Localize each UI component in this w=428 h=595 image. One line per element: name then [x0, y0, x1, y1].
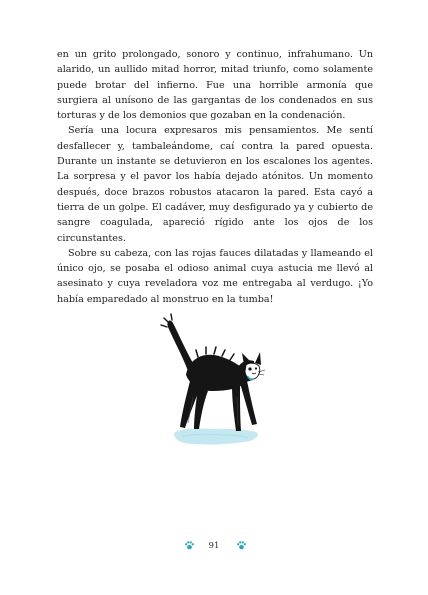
paw-print-icon: [236, 540, 247, 551]
body-text: [57, 47, 373, 307]
paragraph-1: en un grito prolongado, sonoro y continuo, infrahumano. Un alarido, un aullido mitad horror, mitad triunfo, como solamente puede brotar del infierno. Fue una horrible armonía que surgiera al unísono de las gargantas de los condenados en sus torturas y de los demonios que gozaban en la condenación.: [57, 49, 373, 122]
paw-print-icon: [184, 540, 195, 551]
paragraph-2: Sería una locura expresaros mis pensamientos. Me sentí desfallecer y, tambaleándome, caí contra la pared opuesta. Durante un instante se detuvieron en los escalones los agentes. La sorpresa y el pavor los había dejado atónitos. Un momento después, doce brazos robustos atacaron la pared. Esta cayó a tierra de un golpe. El cadáver, muy desfigurado ya y cubierto de sangre coagulada, apareció rígido ante los ojos de los circunstantes.: [57, 125, 373, 244]
paragraph-3: Sobre su cabeza, con las rojas fauces dilatadas y llameando el único ojo, se posaba el odioso animal cuya astucia me llevó al asesinato y cuya reveladora voz me entregaba al verdugo. ¡Yo había emparedado al monstruo en la tumba!: [57, 247, 373, 305]
page-number: 91: [208, 541, 220, 551]
page-footer: [0, 540, 428, 554]
black-cat-illustration: [152, 305, 280, 455]
